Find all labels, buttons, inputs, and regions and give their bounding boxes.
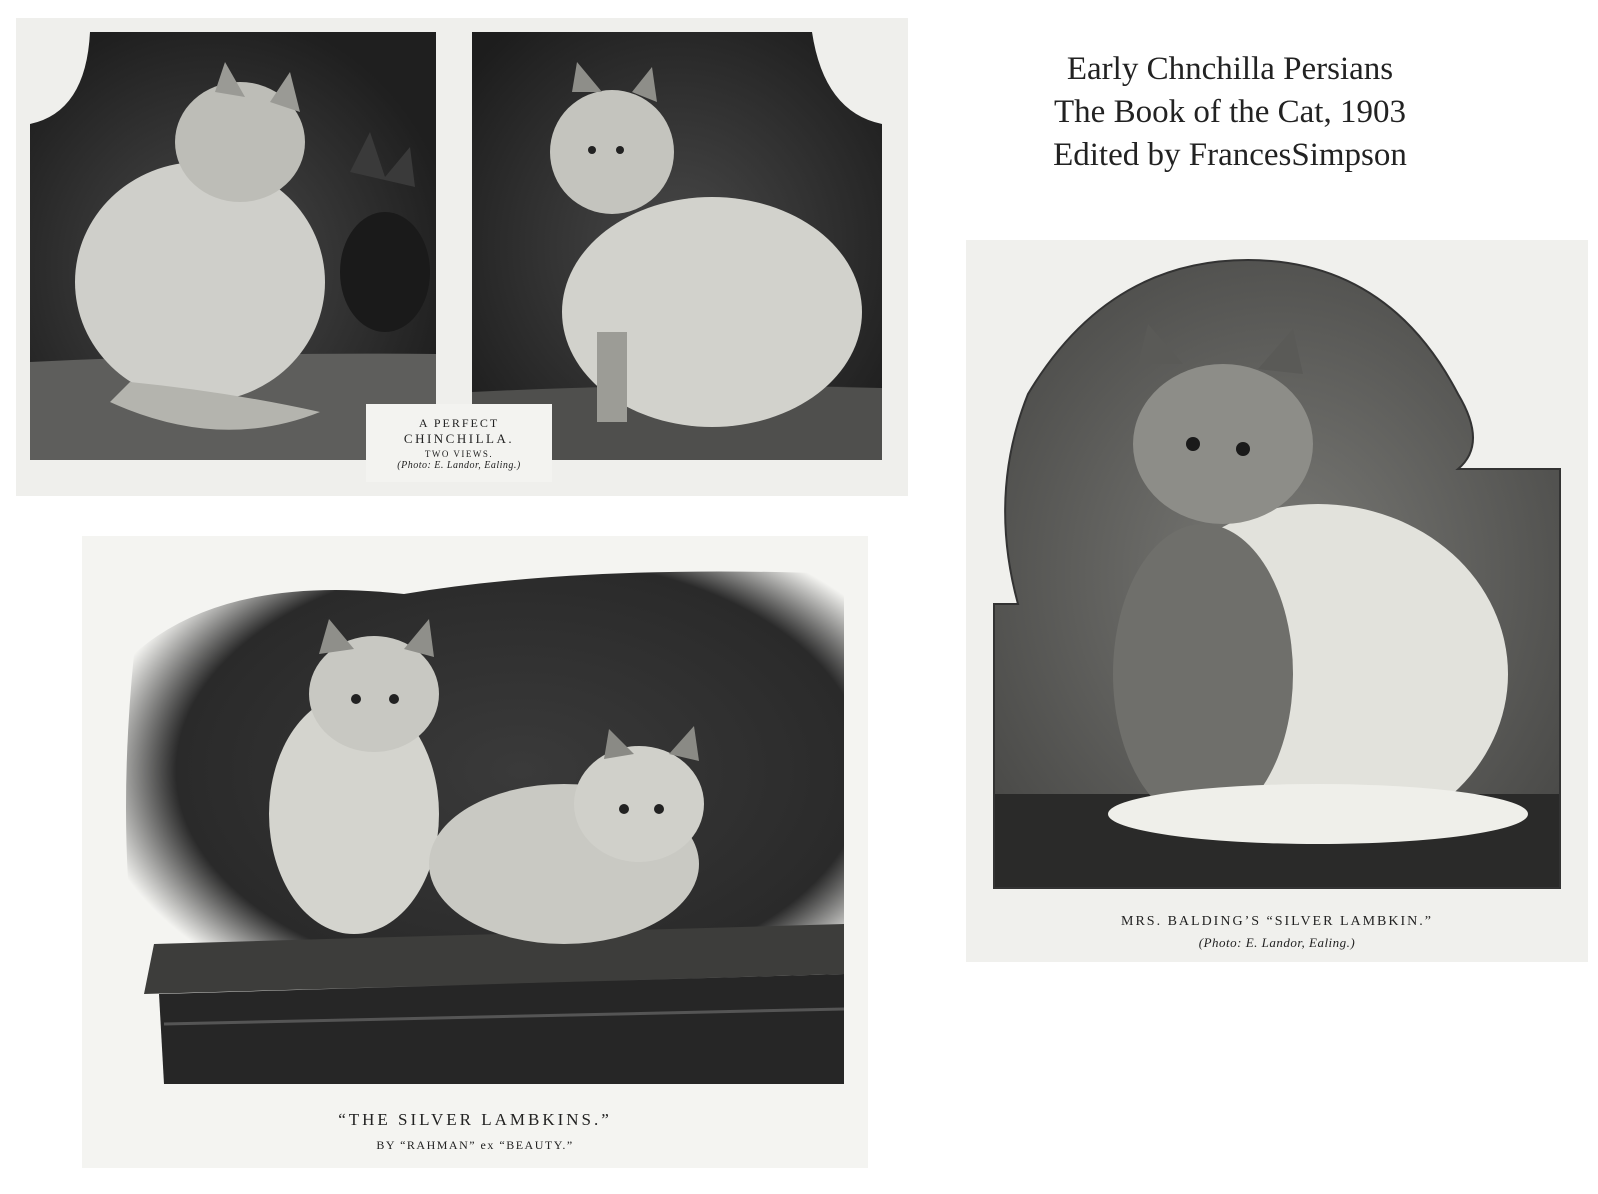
caption-line-chinchilla: CHINCHILLA. [403,431,515,446]
caption-silver-lambkins-parentage: BY “RAHMAN” ex “BEAUTY.” [376,1138,574,1152]
page-title [1010,48,1450,177]
plate-perfect-chinchilla [16,18,908,496]
photo-chinchilla-side-view [472,32,882,460]
caption-line-two-views: TWO VIEWS. [424,449,494,459]
caption-silver-lambkins [82,1110,868,1153]
title-line-2: The Book of the Cat, 1903 [1054,94,1406,130]
caption-silver-lambkins-title: “THE SILVER LAMBKINS.” [338,1110,612,1129]
caption-mrs-baldings-silver-lambkin [966,914,1588,951]
photo-silver-lambkins-kittens [104,554,844,1096]
caption-perfect-chinchilla [366,404,552,482]
photo-silver-lambkin-arched [988,254,1568,894]
title-line-3: Edited by FrancesSimpson [1053,137,1407,173]
title-line-1: Early Chnchilla Persians [1066,51,1394,87]
photo-chinchilla-back-view [30,32,436,460]
plate-mrs-baldings-silver-lambkin [966,240,1588,962]
caption-photo-credit: (Photo: E. Landor, Ealing.) [397,460,521,471]
caption-line-a-perfect: A PERFECT [418,416,500,430]
plate-silver-lambkins [82,536,868,1168]
caption-silver-lambkin-title: MRS. BALDING’S “SILVER LAMBKIN.” [1121,914,1433,929]
caption-silver-lambkin-photo-credit: (Photo: E. Landor, Ealing.) [1198,935,1356,950]
